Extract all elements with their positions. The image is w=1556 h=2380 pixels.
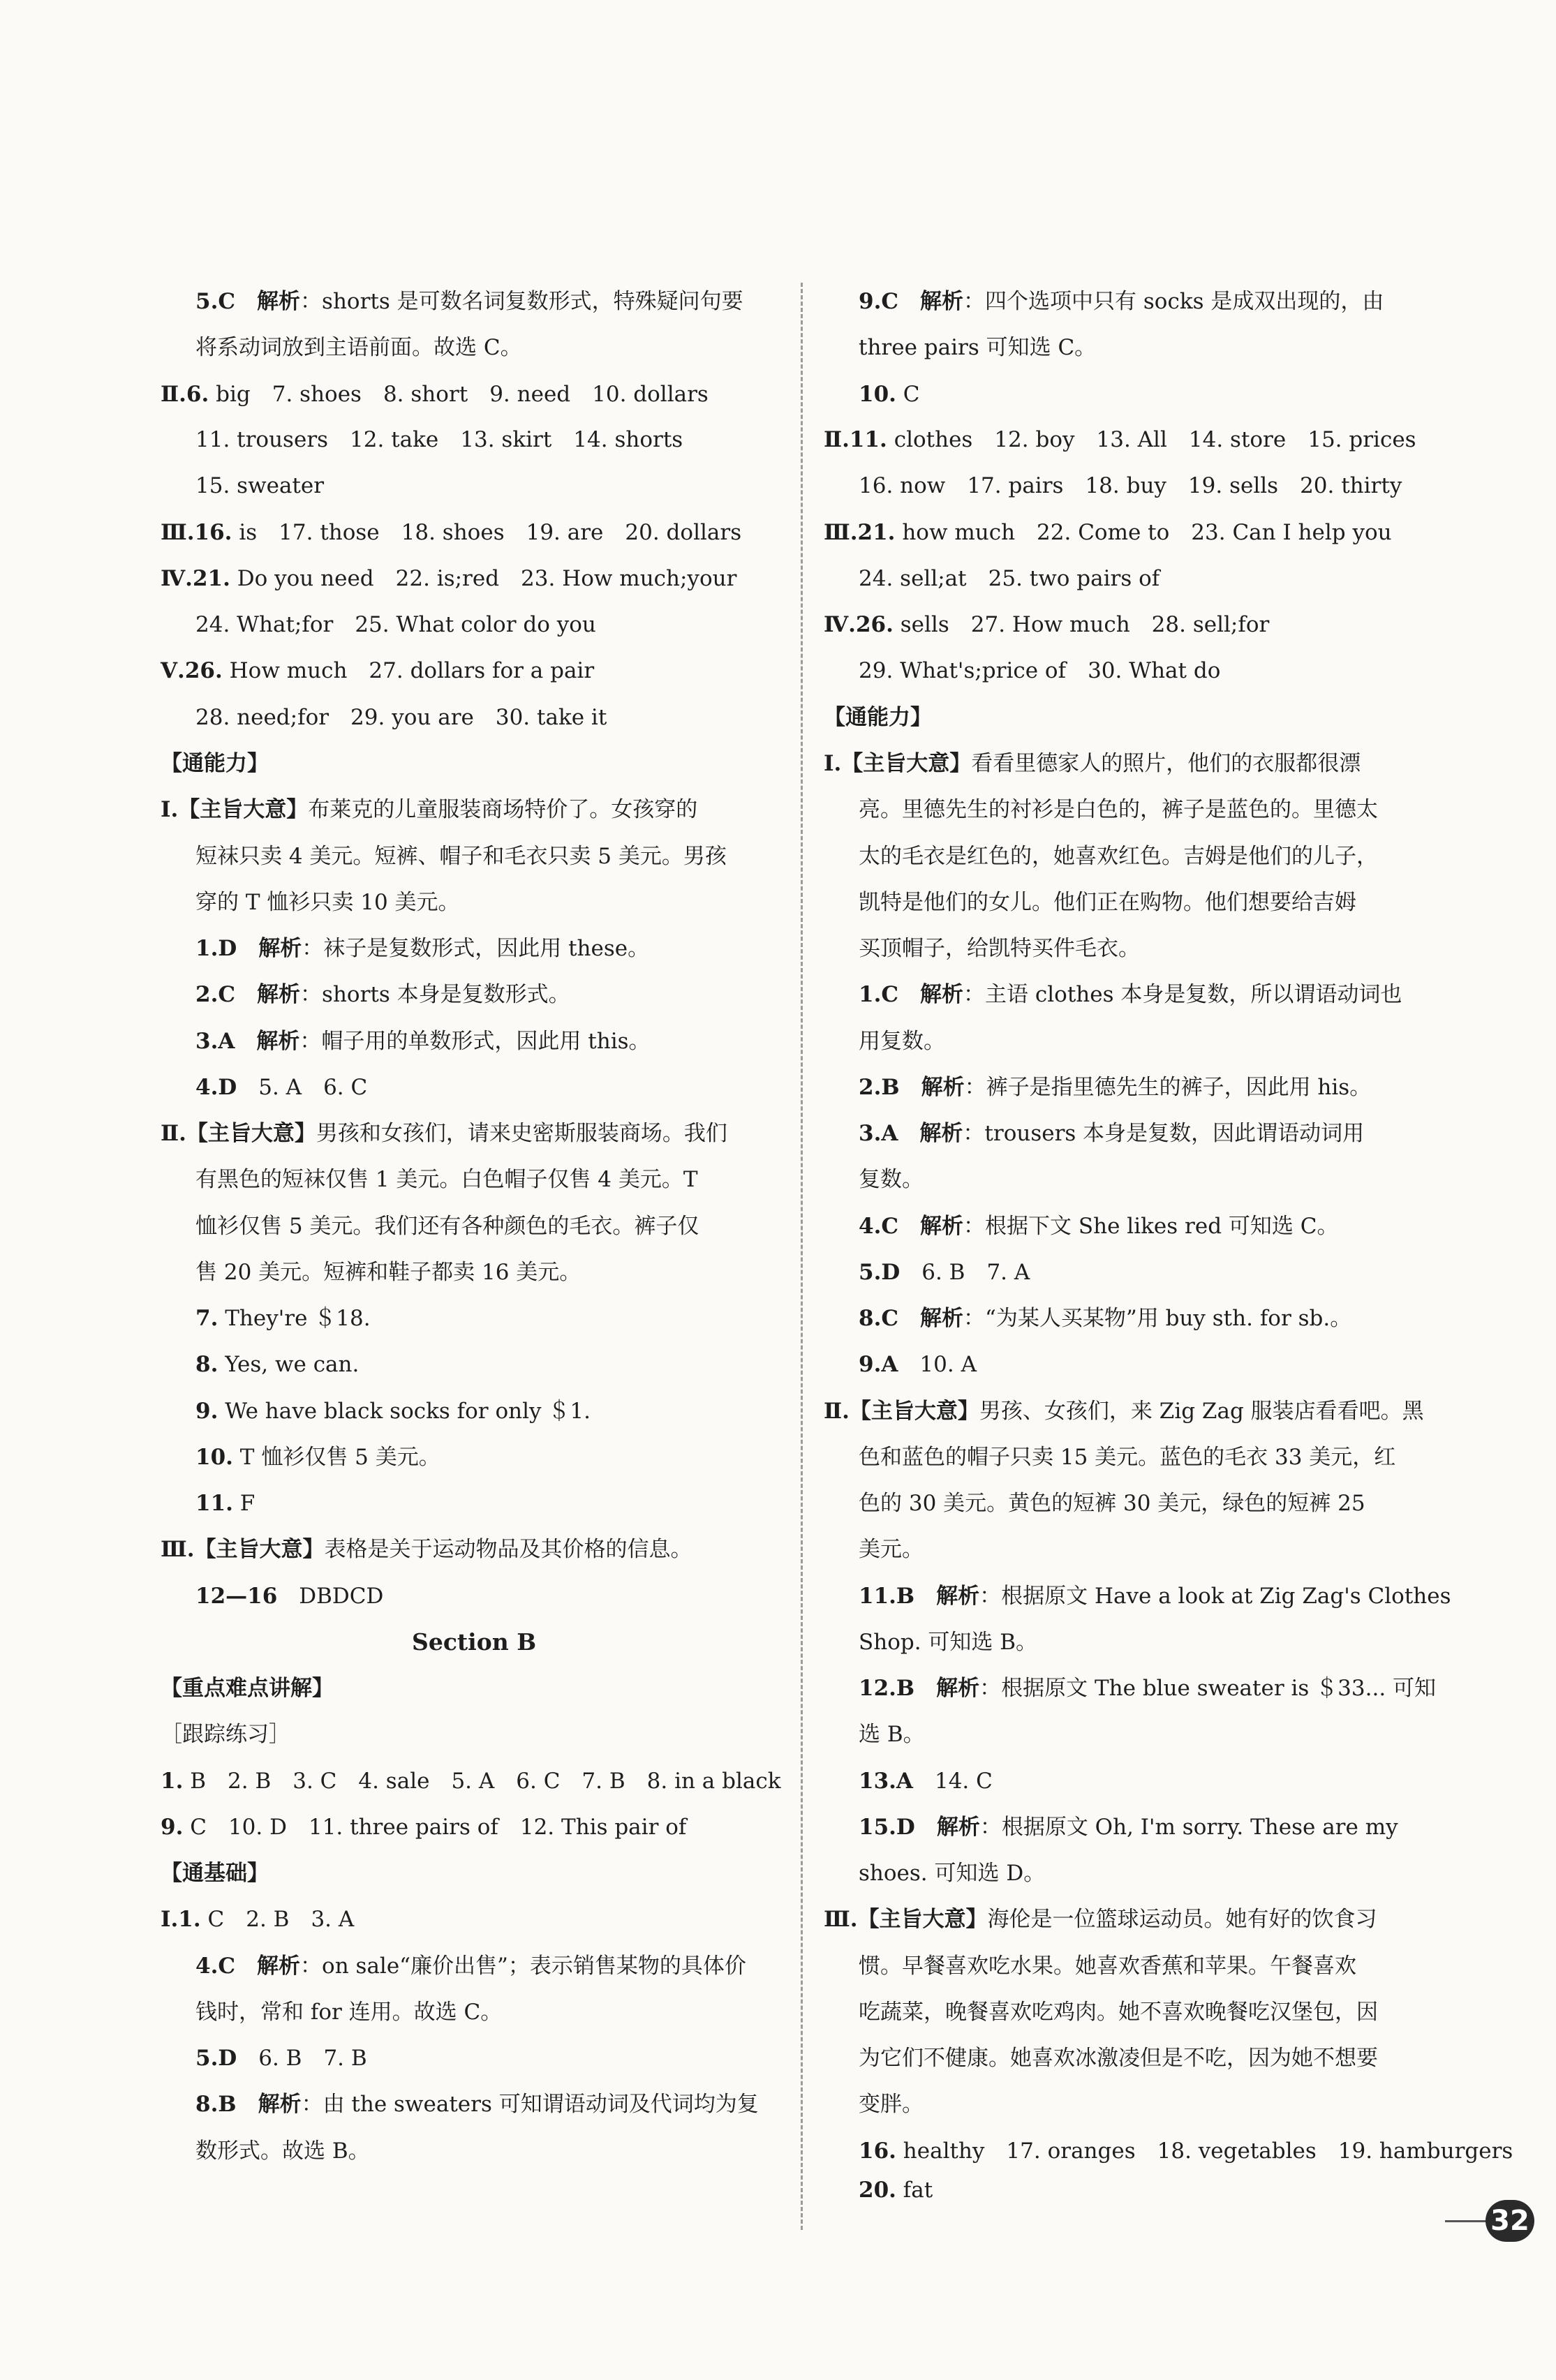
answer-line — [195, 1258, 581, 1286]
answer-text: 选 B。 — [859, 1722, 925, 1747]
analysis-label: 解析 — [920, 289, 964, 314]
item-number: Ⅱ.【主旨大意】 — [161, 1121, 316, 1146]
answer-line — [195, 1489, 255, 1517]
answer-text: 表格是关于运动物品及其价格的信息。 — [324, 1537, 692, 1562]
answer-text: ：根据原文 The blue sweater is ＄33... 可知 — [979, 1676, 1437, 1701]
answer-line — [195, 1166, 698, 1193]
item-number: 2.B — [859, 1075, 900, 1100]
answer-text: 布莱克的儿童服装商场特价了。女孩穿的 — [308, 797, 698, 822]
answer-text: big 7. shoes 8. short 9. need 10. dollars — [209, 382, 709, 407]
answer-text: three pairs 可知选 C。 — [859, 335, 1097, 360]
answer-text: how much 22. Come to 23. Can I help you — [895, 520, 1392, 545]
item-number: 11.B — [859, 1584, 915, 1609]
answer-text: Shop. 可知选 B。 — [859, 1630, 1038, 1655]
answer-text: 数形式。故选 B。 — [195, 2139, 370, 2164]
item-separator — [914, 1676, 936, 1701]
answer-text: 复数。 — [859, 1167, 924, 1192]
item-number: 4.C — [859, 1214, 899, 1239]
answer-line — [824, 519, 1392, 546]
answer-text: 亮。里德先生的衬衫是白色的，裤子是蓝色的。里德太 — [859, 797, 1378, 822]
answer-line — [859, 935, 1140, 962]
answer-text: C 2. B 3. A — [200, 1907, 355, 1932]
answer-text: ［跟踪练习］ — [161, 1722, 290, 1747]
answer-text: B 2. B 3. C 4. sale 5. A 6. C 7. B 8. in a black — [183, 1769, 781, 1794]
answer-line — [859, 1720, 925, 1748]
column-divider — [801, 283, 803, 2230]
item-number: 1. — [161, 1769, 184, 1794]
item-number: 5.D — [859, 1260, 901, 1285]
answer-text: fat — [896, 2178, 933, 2203]
answer-text: 太的毛衣是红色的，她喜欢红色。吉姆是他们的儿子， — [859, 844, 1378, 869]
answer-text: 买顶帽子，给凯特买件毛衣。 — [859, 936, 1140, 961]
section-label — [161, 1674, 334, 1702]
answer-line — [195, 888, 460, 916]
answer-line — [859, 1212, 1338, 1240]
answer-text: 28. need;for 29. you are 30. take it — [195, 705, 607, 730]
item-number: Ⅱ.11. — [824, 427, 887, 452]
answer-line — [195, 1351, 359, 1378]
answer-line — [195, 288, 743, 315]
answer-text: 6. B 7. B — [237, 2046, 367, 2071]
answer-line — [161, 1767, 781, 1795]
item-number: 12—16 — [195, 1584, 278, 1609]
item-number: 【通能力】 — [824, 705, 932, 730]
answer-line — [195, 842, 727, 870]
answer-text: ：袜子是复数形式，因此用 these。 — [302, 936, 650, 961]
item-number: 20. — [859, 2178, 896, 2203]
answer-line — [859, 1489, 1365, 1517]
answer-line — [161, 657, 594, 685]
answer-line — [161, 565, 736, 593]
answer-line — [824, 426, 1416, 454]
analysis-label: 解析 — [257, 289, 301, 314]
answer-text: Do you need 22. is;red 23. How much;your — [230, 566, 737, 591]
answer-line — [859, 1027, 945, 1055]
item-separator — [898, 1214, 920, 1239]
item-number: 10. — [195, 1445, 233, 1470]
answer-text: ：根据原文 Oh, I'm sorry. These are my — [979, 1815, 1398, 1840]
answer-text: 短袜只卖 4 美元。短裤、帽子和毛衣只卖 5 美元。男孩 — [195, 844, 727, 869]
answer-text: healthy 17. oranges 18. vegetables 19. hamburgers — [896, 2139, 1513, 2164]
answer-text: shoes. 可知选 D。 — [859, 1861, 1046, 1886]
item-separator — [235, 289, 257, 314]
answer-text: 24. sell;at 25. two pairs of — [859, 566, 1160, 591]
answer-text: 有黑色的短袜仅售 1 美元。白色帽子仅售 4 美元。T — [195, 1167, 698, 1192]
item-number: 【通基础】 — [161, 1861, 269, 1886]
item-number: 9. — [195, 1399, 218, 1424]
item-number: Ⅱ.6. — [161, 382, 209, 407]
answer-text: 14. C — [912, 1769, 993, 1794]
answer-text: 色的 30 美元。黄色的短裤 30 美元，绿色的短裤 25 — [859, 1491, 1365, 1516]
item-number: 【通能力】 — [161, 751, 269, 776]
answer-text: ：“为某人买某物”用 buy sth. for sb.。 — [963, 1306, 1352, 1331]
item-separator — [914, 1584, 936, 1609]
answer-line — [859, 288, 1384, 315]
answer-line — [161, 796, 697, 824]
answer-text: ：裤子是指里德先生的裤子，因此用 his。 — [964, 1075, 1372, 1100]
answer-line — [161, 519, 741, 546]
answer-text: 24. What;for 25. What color do you — [195, 612, 596, 637]
answer-text: C 10. D 11. three pairs of 12. This pair of — [183, 1815, 687, 1840]
answer-line — [161, 1720, 290, 1748]
answer-line — [824, 750, 1361, 778]
answer-text: 15. sweater — [195, 473, 325, 498]
answer-line — [195, 611, 596, 639]
item-number: 1.C — [859, 982, 899, 1007]
item-number: 15.D — [859, 1815, 915, 1840]
answer-line — [859, 2044, 1378, 2072]
answer-line — [161, 1120, 727, 1147]
answer-text: 29. What's;price of 30. What do — [859, 658, 1221, 683]
answer-line — [859, 1304, 1351, 1332]
item-separator — [235, 982, 257, 1007]
section-label — [161, 750, 269, 778]
item-number: Ⅰ.【主旨大意】 — [161, 797, 309, 822]
analysis-label: 解析 — [921, 1075, 965, 1100]
answer-line — [859, 2137, 1513, 2165]
answer-line — [824, 1905, 1377, 1933]
answer-text: clothes 12. boy 13. All 14. store 15. prices — [887, 427, 1416, 452]
answer-line — [859, 657, 1220, 685]
answer-line — [195, 981, 570, 1009]
item-number: Ⅲ.【主旨大意】 — [161, 1537, 325, 1562]
answer-line — [859, 2090, 924, 2118]
answer-text: ：帽子用的单数形式，因此用 this。 — [299, 1029, 651, 1054]
answer-text: 海伦是一位篮球运动员。她有好的饮食习 — [987, 1907, 1377, 1932]
answer-line — [824, 1397, 1424, 1425]
answer-text: 穿的 T 恤衫只卖 10 美元。 — [195, 890, 460, 915]
analysis-label: 解析 — [936, 1676, 980, 1701]
answer-text: DBDCD — [277, 1584, 384, 1609]
answer-text: How much 27. dollars for a pair — [222, 658, 595, 683]
item-number: 8.C — [859, 1306, 899, 1331]
item-separator — [235, 1029, 256, 1054]
item-separator — [237, 936, 258, 961]
section-heading: Section B — [412, 1628, 537, 1656]
item-number: 10. — [859, 382, 896, 407]
item-separator — [915, 1815, 937, 1840]
item-number: 16. — [859, 2139, 896, 2164]
answer-line — [195, 2090, 759, 2118]
item-number: Ⅲ.16. — [161, 520, 232, 545]
answer-line — [859, 334, 1096, 362]
analysis-label: 解析 — [257, 1954, 301, 1979]
answer-line — [859, 1767, 993, 1795]
item-number: 3.A — [859, 1121, 898, 1146]
answer-text: ：on sale“廉价出售”；表示销售某物的具体价 — [300, 1954, 746, 1979]
analysis-label: 解析 — [920, 1306, 964, 1331]
answer-line — [161, 1813, 686, 1841]
answer-text: Yes, we can. — [218, 1352, 360, 1377]
answer-text: ：根据下文 She likes red 可知选 C。 — [963, 1214, 1339, 1239]
answer-line — [195, 1998, 502, 2026]
answer-text: ：shorts 本身是复数形式。 — [300, 982, 570, 1007]
answer-line — [161, 1905, 354, 1933]
answer-text: is 17. those 18. shoes 19. are 20. dollars — [232, 520, 742, 545]
analysis-label: 解析 — [920, 982, 964, 1007]
item-number: Ⅱ.【主旨大意】 — [824, 1399, 979, 1424]
answer-text: 男孩和女孩们，请来史密斯服装商场。我们 — [316, 1121, 727, 1146]
answer-line — [859, 1859, 1045, 1887]
answer-text: 5. A 6. C — [237, 1075, 368, 1100]
answer-text: 钱时，常和 for 连用。故选 C。 — [195, 2000, 503, 2025]
section-label — [161, 1859, 269, 1887]
answer-line — [195, 1582, 383, 1610]
item-number: 1.D — [195, 936, 237, 961]
answer-line — [161, 1535, 692, 1563]
answer-text: 吃蔬菜，晚餐喜欢吃鸡肉。她不喜欢晚餐吃汉堡包，因 — [859, 2000, 1378, 2025]
analysis-label: 解析 — [258, 2092, 302, 2117]
answer-text: 10. A — [898, 1352, 977, 1377]
analysis-label: 解析 — [257, 982, 301, 1007]
answer-line — [195, 704, 607, 731]
item-separator — [237, 2092, 258, 2117]
answer-line — [195, 2137, 370, 2165]
item-number: 12.B — [859, 1676, 915, 1701]
answer-line — [195, 2044, 367, 2072]
answer-line — [195, 1304, 371, 1332]
answer-text: 变胖。 — [859, 2092, 924, 2117]
item-number: 5.C — [195, 289, 236, 314]
answer-line — [859, 1582, 1451, 1610]
answer-line — [195, 1952, 746, 1980]
answer-text: 售 20 美元。短裤和鞋子都卖 16 美元。 — [195, 1260, 581, 1285]
answer-text: 为它们不健康。她喜欢冰激凌但是不吃，因为她不想要 — [859, 2046, 1378, 2071]
answer-text: 凯特是他们的女儿。他们正在购物。他们想要给吉姆 — [859, 890, 1356, 915]
answer-text: ：由 the sweaters 可知谓语动词及代词均为复 — [301, 2092, 759, 2117]
page-number: 32 — [1485, 2200, 1534, 2242]
answer-line — [195, 935, 649, 962]
answer-line — [859, 1351, 977, 1378]
item-number: Ⅰ.【主旨大意】 — [824, 751, 972, 776]
item-number: 9.C — [859, 289, 899, 314]
answer-line — [859, 1120, 1364, 1147]
answer-line — [859, 1258, 1030, 1286]
answer-text: 惯。早餐喜欢吃水果。她喜欢香蕉和苹果。午餐喜欢 — [859, 1954, 1356, 1979]
answer-line — [859, 1443, 1395, 1471]
answer-text: 看看里德家人的照片，他们的衣服都很漂 — [971, 751, 1361, 776]
item-separator — [898, 289, 920, 314]
section-label — [824, 704, 932, 731]
item-number: 8.B — [195, 2092, 237, 2117]
answer-text: ：主语 clothes 本身是复数，所以谓语动词也 — [963, 982, 1402, 1007]
item-number: 7. — [195, 1306, 218, 1331]
item-number: 4.D — [195, 1075, 237, 1100]
answer-line — [859, 1813, 1398, 1841]
answer-line — [859, 842, 1378, 870]
answer-text: ：trousers 本身是复数，因此谓语动词用 — [963, 1121, 1365, 1146]
answer-text: They're ＄18. — [218, 1306, 371, 1331]
answer-text: 美元。 — [859, 1537, 924, 1562]
item-number: 11. — [195, 1491, 233, 1516]
answer-line — [859, 981, 1402, 1009]
item-number: Ⅳ.26. — [824, 612, 894, 637]
answer-text: 将系动词放到主语前面。故选 C。 — [195, 335, 522, 360]
item-number: Ⅲ.21. — [824, 520, 896, 545]
answer-line — [859, 1166, 924, 1193]
item-number: Ⅰ.1. — [161, 1907, 201, 1932]
answer-line — [859, 1628, 1037, 1656]
answer-text: 色和蓝色的帽子只卖 15 美元。蓝色的毛衣 33 美元，红 — [859, 1445, 1396, 1470]
answer-line — [859, 1952, 1356, 1980]
item-number: 13.A — [859, 1769, 913, 1794]
analysis-label: 解析 — [936, 1815, 980, 1840]
answer-text: ：四个选项中只有 socks 是成双出现的，由 — [963, 289, 1384, 314]
answer-line — [195, 1212, 699, 1240]
answer-text: We have black socks for only ＄1. — [218, 1399, 591, 1424]
item-number: 5.D — [195, 2046, 237, 2071]
answer-line — [195, 334, 522, 362]
answer-text: 16. now 17. pairs 18. buy 19. sells 20. thirty — [859, 473, 1402, 498]
item-number: 8. — [195, 1352, 218, 1377]
item-separator — [898, 982, 920, 1007]
item-number: 【重点难点讲解】 — [161, 1676, 334, 1701]
analysis-label: 解析 — [256, 1029, 300, 1054]
item-number: 9.A — [859, 1352, 898, 1377]
answer-text: ：根据原文 Have a look at Zig Zag's Clothes — [979, 1584, 1451, 1609]
answer-line — [195, 1027, 651, 1055]
answer-line — [859, 1998, 1378, 2026]
answer-text: 11. trousers 12. take 13. skirt 14. shorts — [195, 427, 683, 452]
item-separator — [235, 1954, 257, 1979]
answer-text: T 恤衫仅售 5 美元。 — [232, 1445, 440, 1470]
answer-line — [195, 472, 324, 500]
analysis-label: 解析 — [936, 1584, 980, 1609]
answer-text: ：shorts 是可数名词复数形式，特殊疑问句要 — [300, 289, 743, 314]
answer-line — [859, 380, 920, 408]
answer-line — [859, 1674, 1436, 1702]
item-separator — [900, 1075, 921, 1100]
page-number-line — [1445, 2220, 1487, 2222]
answer-text: F — [232, 1491, 255, 1516]
answer-line — [859, 2176, 933, 2204]
answer-line — [195, 1443, 440, 1471]
answer-text: 男孩、女孩们，来 Zig Zag 服装店看看吧。黑 — [979, 1399, 1424, 1424]
answer-line — [824, 611, 1269, 639]
answer-line — [161, 380, 709, 408]
answer-line — [859, 796, 1378, 824]
item-number: Ⅳ.21. — [161, 566, 230, 591]
item-number: 3.A — [195, 1029, 235, 1054]
analysis-label: 解析 — [919, 1121, 963, 1146]
answer-text: 用复数。 — [859, 1029, 945, 1054]
analysis-label: 解析 — [258, 936, 302, 961]
analysis-label: 解析 — [920, 1214, 964, 1239]
answer-line — [195, 426, 683, 454]
answer-line — [859, 472, 1402, 500]
item-number: 2.C — [195, 982, 236, 1007]
item-number: 9. — [161, 1815, 184, 1840]
answer-text: sells 27. How much 28. sell;for — [893, 612, 1270, 637]
item-number: Ⅴ.26. — [161, 658, 223, 683]
answer-line — [195, 1073, 367, 1101]
answer-line — [195, 1397, 591, 1425]
answer-line — [859, 565, 1159, 593]
answer-text: 恤衫仅售 5 美元。我们还有各种颜色的毛衣。裤子仅 — [195, 1214, 699, 1239]
item-separator — [898, 1121, 919, 1146]
answer-line — [859, 1535, 924, 1563]
answer-line — [859, 1073, 1371, 1101]
answer-text: 6. B 7. A — [900, 1260, 1030, 1285]
answer-line — [859, 888, 1356, 916]
item-separator — [898, 1306, 920, 1331]
item-number: 4.C — [195, 1954, 236, 1979]
answer-text: C — [896, 382, 920, 407]
item-number: Ⅲ.【主旨大意】 — [824, 1907, 988, 1932]
